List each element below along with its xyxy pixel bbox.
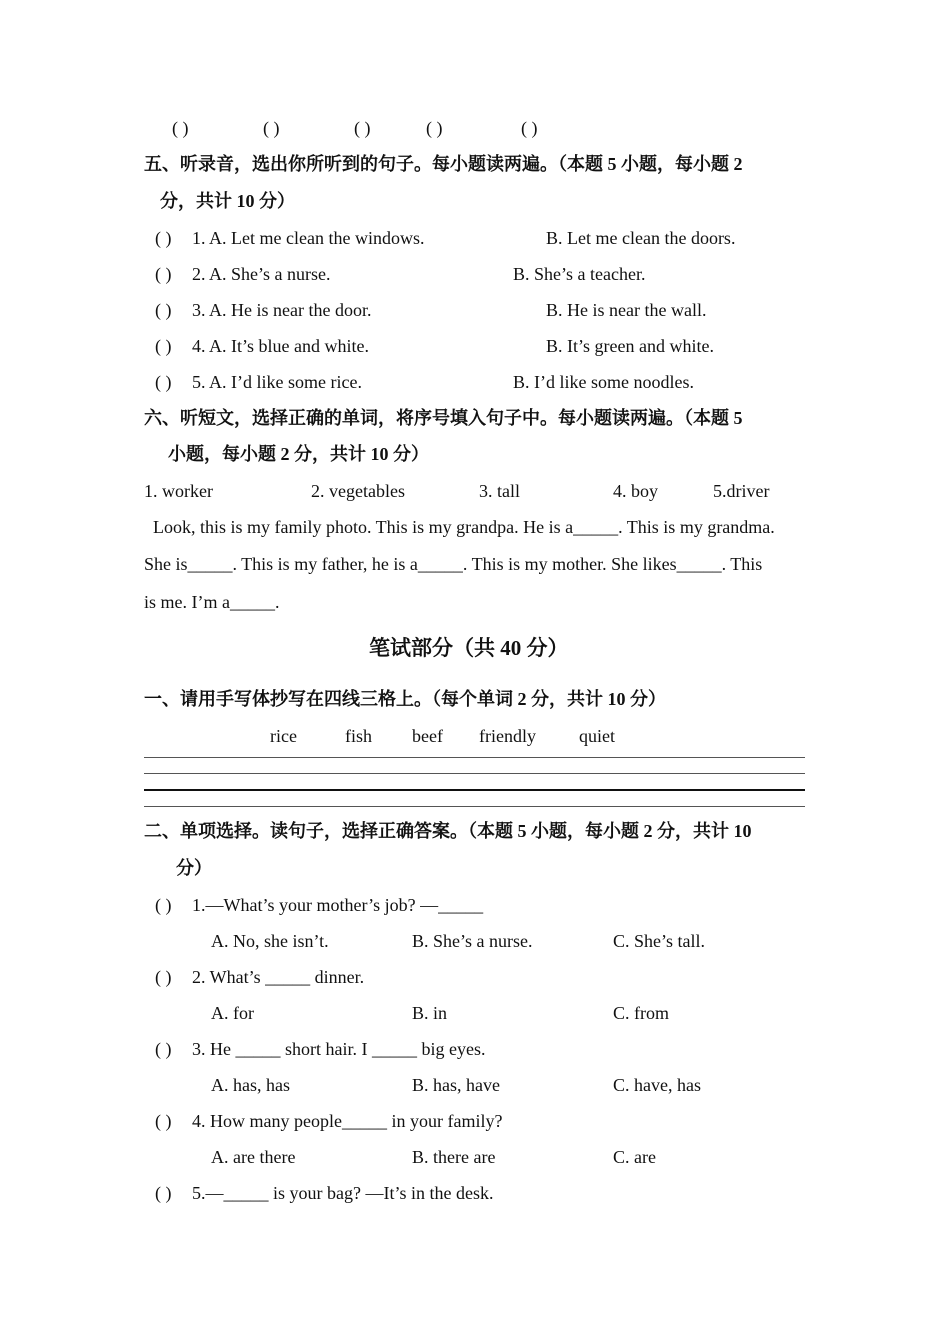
answer-bracket: ( )	[426, 118, 443, 138]
option-b: B. She’s a teacher.	[513, 264, 646, 284]
passage-line: Look, this is my family photo. This is my grandpa. He is a_____. This is my grandma.	[153, 517, 775, 537]
copy-word: friendly	[479, 726, 536, 746]
question-stem: 2. What’s _____ dinner.	[192, 967, 365, 987]
answer-bracket: ( )	[521, 118, 538, 138]
written1-heading: 一、请用手写体抄写在四线三格上。（每个单词 2 分，共计 10 分）	[144, 689, 666, 709]
written-part-title: 笔试部分（共 40 分）	[369, 636, 569, 660]
copy-word: rice	[270, 726, 297, 746]
answer-bracket: ( )	[155, 372, 172, 392]
option-b: B. Let me clean the doors.	[546, 228, 736, 248]
option-a: 5. A. I’d like some rice.	[192, 372, 362, 392]
word-option: 4. boy	[613, 481, 658, 501]
option-b: B. He is near the wall.	[546, 300, 707, 320]
answer-bracket: ( )	[155, 228, 172, 248]
answer-bracket: ( )	[155, 300, 172, 320]
answer-bracket: ( )	[172, 118, 189, 138]
option-b: B. It’s green and white.	[546, 336, 714, 356]
passage-line: She is_____. This is my father, he is a_____. This is my mother. She likes_____. This	[144, 554, 763, 574]
choice-b: B. has, have	[412, 1075, 500, 1095]
choice-c: C. have, has	[613, 1075, 701, 1095]
word-option: 3. tall	[479, 481, 520, 501]
grid-line	[144, 773, 805, 774]
answer-bracket: ( )	[155, 1111, 172, 1131]
option-a: 1. A. Let me clean the windows.	[192, 228, 425, 248]
answer-bracket: ( )	[155, 1039, 172, 1059]
answer-bracket: ( )	[354, 118, 371, 138]
choice-c: C. She’s tall.	[613, 931, 706, 951]
question-stem: 3. He _____ short hair. I _____ big eyes.	[192, 1039, 486, 1059]
word-option: 1. worker	[144, 481, 213, 501]
grid-line	[144, 806, 805, 807]
section5-heading-cont: 分，共计 10 分）	[160, 191, 295, 211]
written2-heading-cont: 分）	[176, 858, 212, 878]
question-stem: 4. How many people_____ in your family?	[192, 1111, 503, 1131]
choice-c: C. are	[613, 1147, 656, 1167]
choice-a: A. are there	[211, 1147, 296, 1167]
written2-heading: 二、单项选择。读句子，选择正确答案。（本题 5 小题，每小题 2 分，共计 10	[144, 821, 752, 841]
word-option: 5.driver	[713, 481, 770, 501]
choice-b: B. there are	[412, 1147, 496, 1167]
section6-heading-cont: 小题，每小题 2 分，共计 10 分）	[168, 444, 429, 464]
choice-a: A. for	[211, 1003, 254, 1023]
option-a: 2. A. She’s a nurse.	[192, 264, 331, 284]
answer-bracket: ( )	[263, 118, 280, 138]
copy-word: fish	[345, 726, 372, 746]
choice-a: A. No, she isn’t.	[211, 931, 329, 951]
question-stem: 5.—_____ is your bag? —It’s in the desk.	[192, 1183, 494, 1203]
answer-bracket: ( )	[155, 264, 172, 284]
section6-heading: 六、听短文，选择正确的单词，将序号填入句子中。每小题读两遍。（本题 5	[144, 408, 743, 428]
choice-b: B. She’s a nurse.	[412, 931, 533, 951]
choice-a: A. has, has	[211, 1075, 290, 1095]
option-a: 3. A. He is near the door.	[192, 300, 372, 320]
choice-c: C. from	[613, 1003, 669, 1023]
word-option: 2. vegetables	[311, 481, 405, 501]
section5-heading: 五、听录音，选出你所听到的句子。每小题读两遍。（本题 5 小题，每小题 2	[144, 154, 743, 174]
grid-baseline	[144, 789, 805, 791]
answer-bracket: ( )	[155, 1183, 172, 1203]
copy-word: quiet	[579, 726, 615, 746]
passage-line: is me. I’m a_____.	[144, 592, 280, 612]
grid-line	[144, 757, 805, 758]
answer-bracket: ( )	[155, 336, 172, 356]
answer-bracket: ( )	[155, 967, 172, 987]
answer-bracket: ( )	[155, 895, 172, 915]
choice-b: B. in	[412, 1003, 448, 1023]
option-b: B. I’d like some noodles.	[513, 372, 694, 392]
option-a: 4. A. It’s blue and white.	[192, 336, 369, 356]
copy-word: beef	[412, 726, 443, 746]
question-stem: 1.—What’s your mother’s job? —_____	[192, 895, 484, 915]
